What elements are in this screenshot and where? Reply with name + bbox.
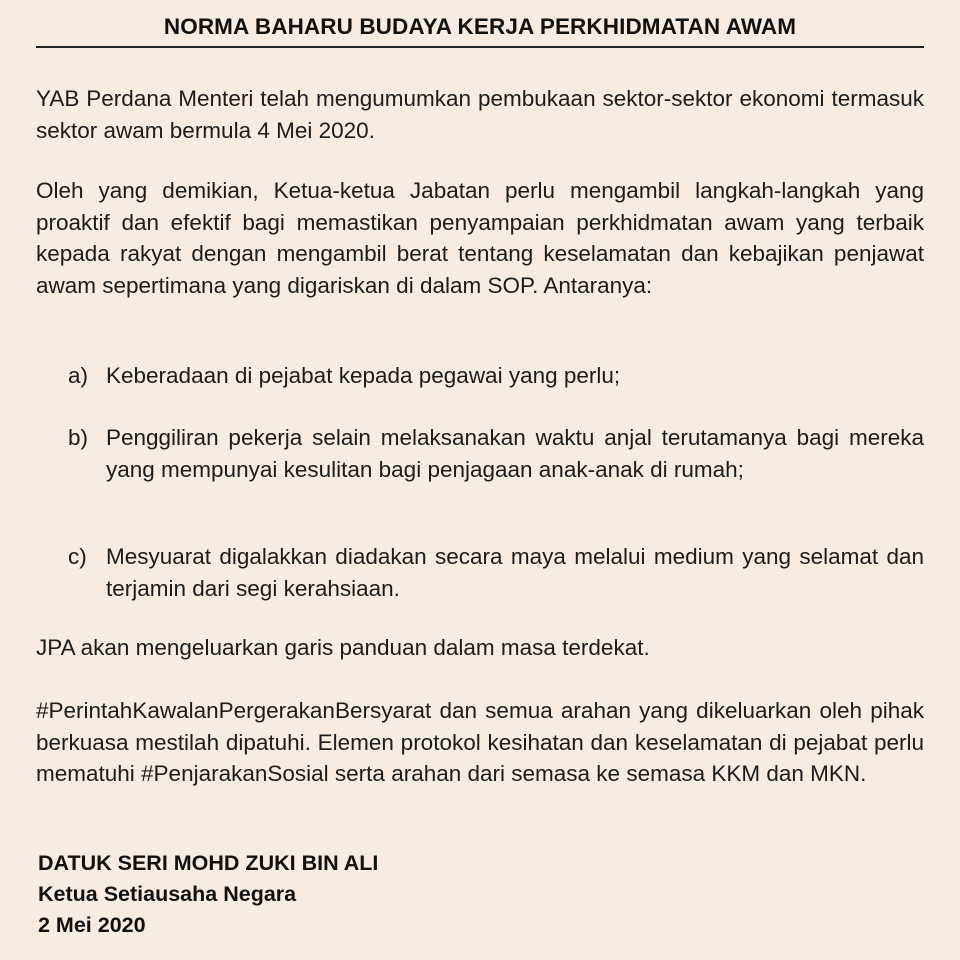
list-item <box>68 541 924 604</box>
list-item-text: Mesyuarat digalakkan diadakan secara maya melalui medium yang selamat dan terjamin dari segi kerahsiaan. <box>106 544 924 601</box>
list-marker: c) <box>68 544 87 569</box>
list-marker: b) <box>68 425 89 450</box>
list-item <box>68 422 924 485</box>
paragraph-compliance: #PerintahKawalanPergerakanBersyarat dan semua arahan yang dikeluarkan oleh pihak berkuasa mestilah dipatuhi. Elemen protokol kesihatan dan keselamatan di pejabat perlu mematuhi #PenjarakanSosial serta arahan dari semasa ke semasa KKM dan MKN. <box>36 698 924 786</box>
paragraph-announcement: YAB Perdana Menteri telah mengumumkan pembukaan sektor-sektor ekonomi termasuk sektor awam bermula 4 Mei 2020. <box>36 86 924 143</box>
paragraph-guidelines: JPA akan mengeluarkan garis panduan dalam masa terdekat. <box>36 635 650 660</box>
signature-date: 2 Mei 2020 <box>38 913 146 937</box>
signatory-name: DATUK SERI MOHD ZUKI BIN ALI <box>38 851 379 875</box>
list-item <box>68 360 924 392</box>
signature-block <box>38 848 378 941</box>
list-item-text: Keberadaan di pejabat kepada pegawai yang perlu; <box>106 363 621 388</box>
paragraph-instructions: Oleh yang demikian, Ketua-ketua Jabatan perlu mengambil langkah-langkah yang proaktif dan efektif bagi memastikan penyampaian perkhidmatan awam yang terbaik kepada rakyat dengan mengambil berat tentang keselamatan dan kebajikan penjawat awam sepertimana yang digariskan di dalam SOP. Antaranya: <box>36 178 924 298</box>
document-page <box>36 0 924 960</box>
signatory-position: Ketua Setiausaha Negara <box>38 882 297 906</box>
list-marker: a) <box>68 363 89 388</box>
document-title: NORMA BAHARU BUDAYA KERJA PERKHIDMATAN AWAM <box>163 14 797 39</box>
list-item-text: Penggiliran pekerja selain melaksanakan waktu anjal terutamanya bagi mereka yang mempunyai kesulitan bagi penjagaan anak-anak di rumah; <box>106 425 924 482</box>
title-underline <box>36 46 924 48</box>
